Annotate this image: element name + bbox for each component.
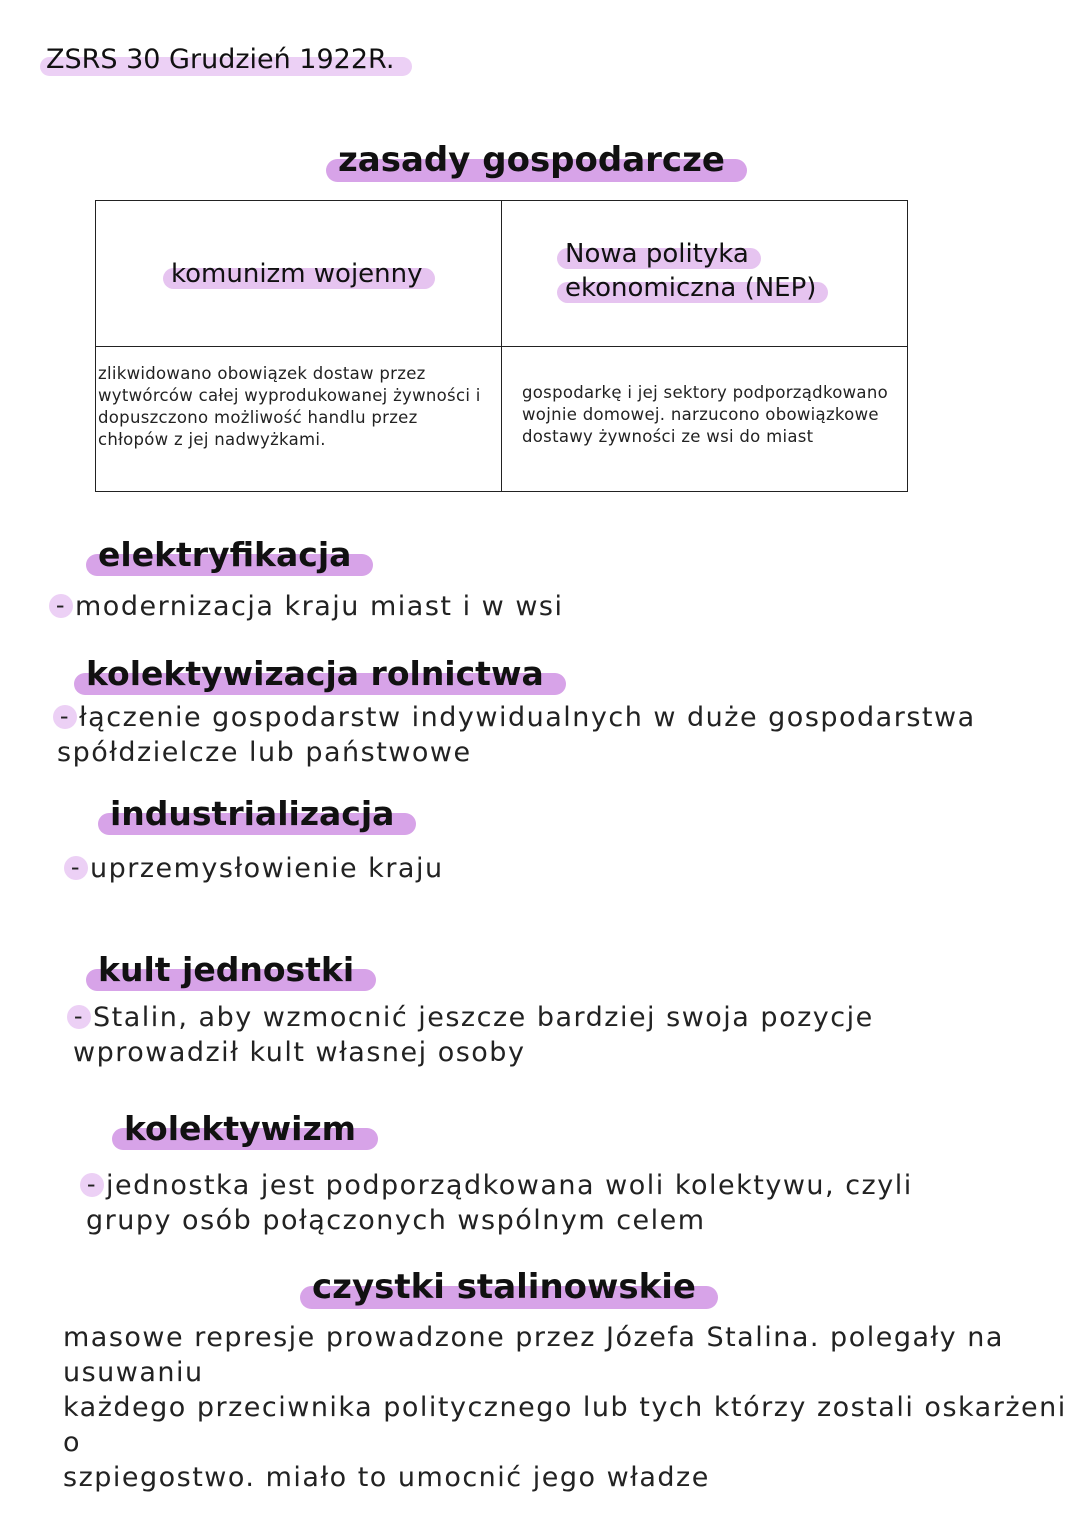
term-text-industrialization: - uprzemysłowienie kraju — [64, 851, 444, 886]
term-heading-personality-cult: kult jednostki — [98, 950, 355, 989]
nep-label-line1: Nowa polityka — [565, 238, 749, 269]
economy-heading: zasady gospodarcze — [338, 140, 725, 180]
bullet-dash: - — [64, 856, 88, 880]
term-text-stalinist-purges: masowe represje prowadzone przez Józefa Stalina. polegały na usuwaniu każdego przeciwnika politycznego lub tych którzy zostali oskarżeni o szpiegostwo. miało to umocnić jego władze — [63, 1322, 1067, 1493]
nep-description-cell — [502, 347, 908, 492]
term-heading-electrification: elektryfikacja — [98, 535, 352, 574]
war-communism-description: zlikwidowano obowiązek dostaw przez wytwórców całej wyprodukowanej żywności i dopuszczono możliwość handlu przez chłopów z jej nadwyżkami. — [98, 364, 481, 449]
war-communism-description-cell — [96, 347, 502, 492]
column-header-war-communism — [96, 201, 502, 347]
term-text-collectivism: - jednostka jest podporządkowana woli kolektywu, czyli grupy osób połączonych wspólnym celem — [80, 1168, 913, 1238]
nep-label-line2: ekonomiczna (NEP) — [565, 272, 817, 303]
column-header-nep — [502, 201, 908, 347]
term-text-personality-cult: - Stalin, aby wzmocnić jeszcze bardziej swoja pozycje wprowadził kult własnej osoby — [67, 1000, 874, 1070]
nep-description: gospodarkę i jej sektory podporządkowano wojnie domowej. narzucono obowiązkowe dostawy żywności ze wsi do miast — [522, 383, 888, 446]
war-communism-label: komunizm wojenny — [171, 258, 423, 289]
economy-table — [95, 200, 908, 492]
bullet-dash: - — [80, 1173, 104, 1197]
term-text-collectivization: - łączenie gospodarstw indywidualnych w duże gospodarstwa spółdzielcze lub państwowe — [53, 700, 976, 770]
bullet-dash: - — [67, 1005, 91, 1029]
term-heading-collectivization: kolektywizacja rolnictwa — [86, 654, 544, 693]
term-heading-stalinist-purges: czystki stalinowskie — [312, 1267, 696, 1307]
term-heading-industrialization: industrializacja — [110, 794, 395, 833]
bullet-dash: - — [53, 705, 77, 729]
page-title: ZSRS 30 Grudzień 1922R. — [46, 44, 395, 75]
term-text-electrification: - modernizacja kraju miast i w wsi — [49, 589, 563, 624]
term-heading-collectivism: kolektywizm — [124, 1109, 357, 1148]
bullet-dash: - — [49, 594, 73, 618]
